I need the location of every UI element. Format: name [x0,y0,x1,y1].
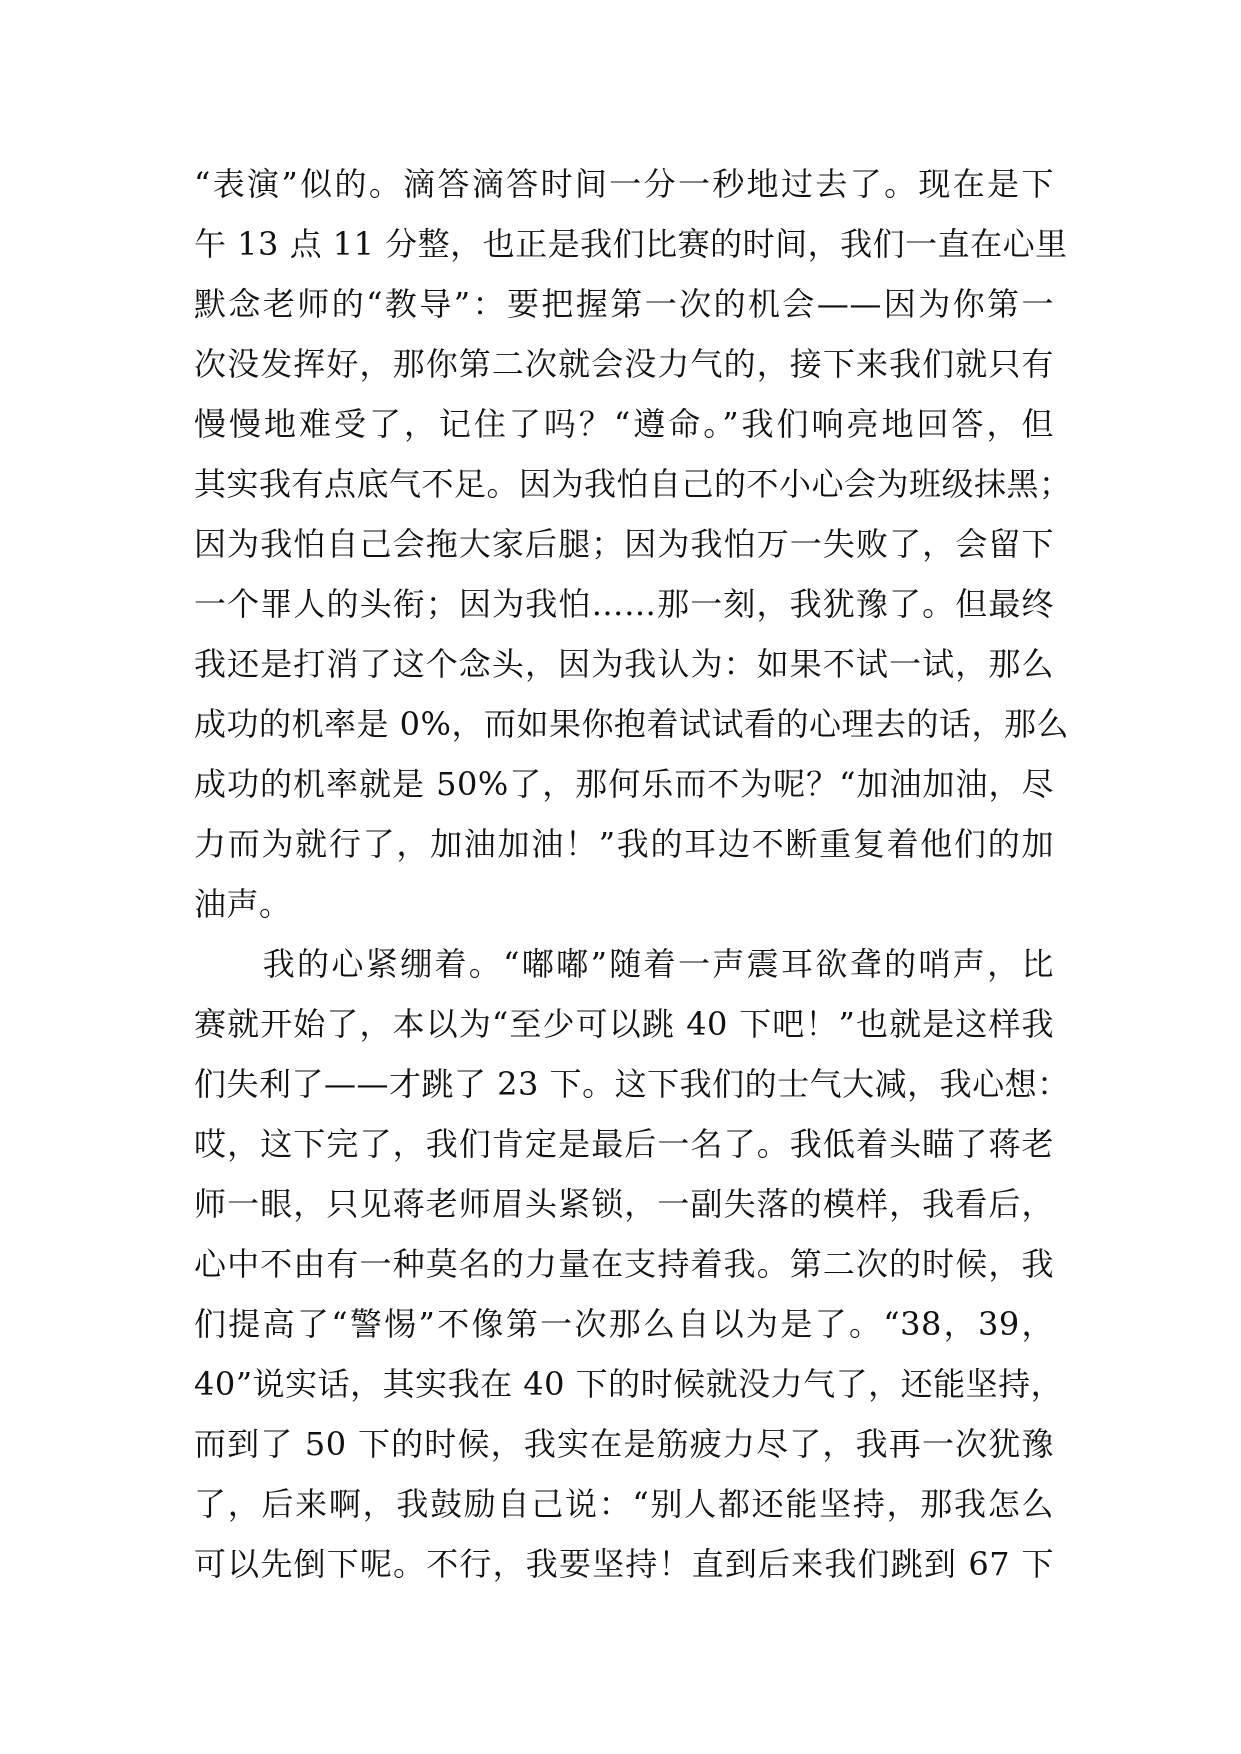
text-line: 了，后来啊，我鼓励自己说：“别人都还能坚持，那我怎么 [194,1485,1054,1523]
text-line: 成功的机率是 0%，而如果你抱着试试看的心理去的话，那么 [194,705,1069,743]
text-line: 次没发挥好，那你第二次就会没力气的，接下来我们就只有 [194,345,1054,383]
text-line: 40”说实话，其实我在 40 下的时候就没力气了，还能坚持， [194,1365,1064,1403]
text-line: 油声。 [194,885,292,923]
text-line: 午 13 点 11 分整，也正是我们比赛的时间，我们一直在心里 [194,225,1068,263]
paragraph [194,934,1070,1594]
paragraph [194,154,1072,934]
text-line: 其实我有点底气不足。因为我怕自己的不小心会为班级抹黑； [194,465,1072,503]
text-line: “表演”似的。滴答滴答时间一分一秒地过去了。现在是下 [194,165,1054,203]
text-line: 赛就开始了，本以为“至少可以跳 40 下吧！”也就是这样我 [194,1005,1054,1043]
text-line: 心中不由有一种莫名的力量在支持着我。第二次的时候，我 [194,1245,1054,1283]
text-line: 们失利了——才跳了 23 下。这下我们的士气大减，我心想： [194,1065,1070,1103]
text-line: 们提高了“警惕”不像第一次那么自以为是了。“38，39， [194,1305,1054,1343]
text-line: 因为我怕自己会拖大家后腿；因为我怕万一失败了，会留下 [194,525,1054,563]
text-line: 而到了 50 下的时候，我实在是筋疲力尽了，我再一次犹豫 [194,1425,1054,1463]
body-text [194,154,1072,1594]
text-line: 默念老师的“教导”：要把握第一次的机会——因为你第一 [194,285,1054,323]
text-line: 慢慢地难受了，记住了吗？“遵命。”我们响亮地回答，但 [194,405,1054,443]
text-line: 师一眼，只见蒋老师眉头紧锁，一副失落的模样，我看后， [194,1185,1054,1223]
text-line: 一个罪人的头衔；因为我怕……那一刻，我犹豫了。但最终 [194,585,1054,623]
text-line: 成功的机率就是 50%了，那何乐而不为呢？“加油加油，尽 [194,765,1054,803]
text-line: 哎，这下完了，我们肯定是最后一名了。我低着头瞄了蒋老 [194,1125,1054,1163]
text-line: 我的心紧绷着。“嘟嘟”随着一声震耳欲聋的哨声，比 [194,945,1054,983]
text-line: 力而为就行了，加油加油！”我的耳边不断重复着他们的加 [194,825,1054,863]
text-line: 我还是打消了这个念头，因为我认为：如果不试一试，那么 [194,645,1054,683]
text-line: 可以先倒下呢。不行，我要坚持！直到后来我们跳到 67 下 [194,1545,1054,1583]
